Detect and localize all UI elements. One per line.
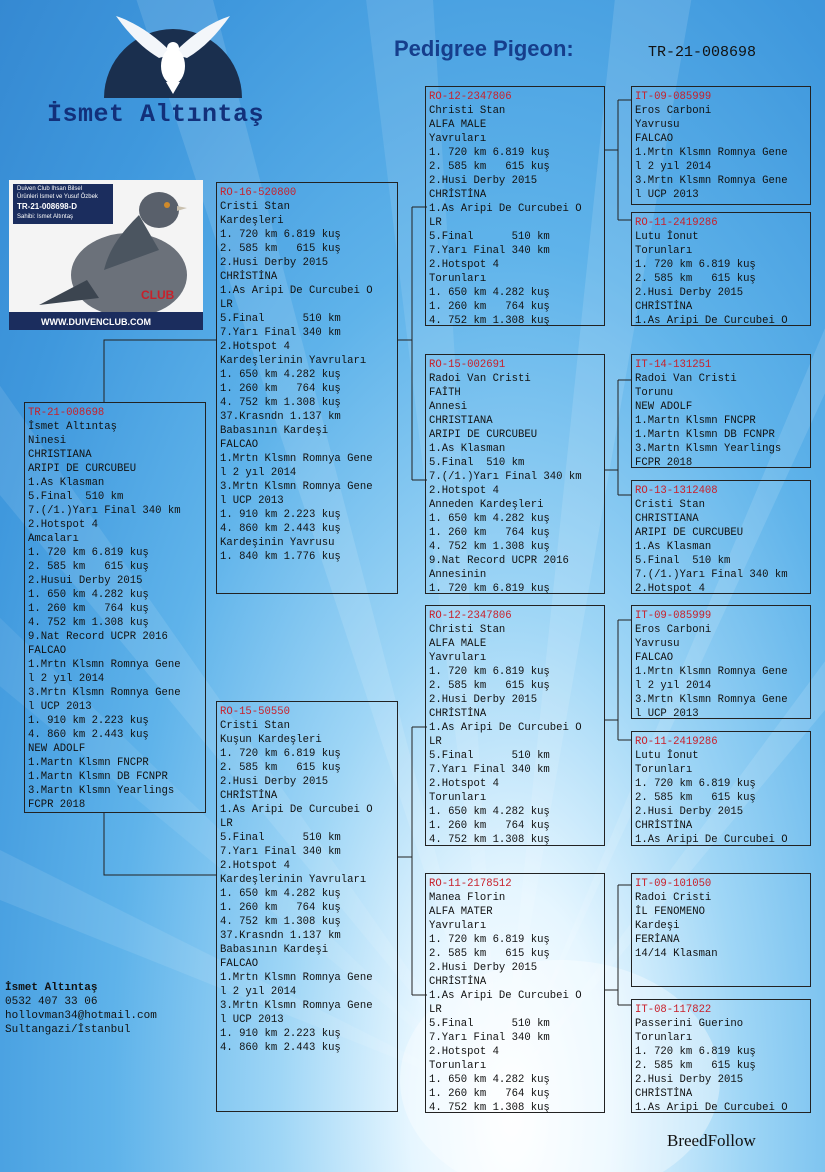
pedigree-line: 4. 752 km 1.308 kuş — [429, 541, 550, 553]
pedigree-line: 2. 585 km 615 kuş — [220, 762, 341, 774]
pedigree-line: 2. 585 km 615 kuş — [635, 1060, 756, 1072]
pedigree-line: ARIPI DE CURCUBEU — [429, 429, 538, 441]
pedigree-line: l 2 yıl 2014 — [220, 986, 297, 998]
pedigree-line: 5.Final 510 km — [429, 231, 550, 243]
pedigree-line: 2. 585 km 615 kuş — [429, 161, 550, 173]
pedigree-line: Babasının Kardeşi — [220, 944, 329, 956]
pedigree-line: 1. 720 km 6.819 kuş — [635, 259, 756, 271]
pedigree-line: 1.As Aripi De Curcubei O — [429, 722, 582, 734]
pedigree-line: 1.As Klasman — [635, 541, 712, 553]
pedigree-box-subject — [24, 402, 206, 813]
pigeon-photo — [9, 180, 203, 330]
pedigree-line: 2.Hotspot 4 — [429, 1046, 499, 1058]
ring-number: TR-21-008698 — [28, 407, 105, 419]
pedigree-line: 1. 720 km 6.819 kuş — [635, 1046, 756, 1058]
pedigree-line: 1. 720 km 6.819 kuş — [429, 583, 550, 594]
ring-number: RO-12-2347806 — [429, 91, 512, 103]
pedigree-line: Annesinin — [429, 569, 487, 581]
pedigree-box-ssd — [631, 212, 811, 326]
pedigree-line: 2.Husi Derby 2015 — [635, 806, 744, 818]
pedigree-line: 1.As Aripi De Curcubei O — [429, 990, 582, 1002]
pedigree-line: 5.Final 510 km — [429, 750, 550, 762]
pedigree-line: Ninesi — [28, 435, 67, 447]
pedigree-line: Passerini Guerino — [635, 1018, 744, 1030]
ring-number: IT-14-131251 — [635, 359, 712, 371]
pedigree-line: NEW ADOLF — [635, 401, 693, 413]
ring-number: IT-08-117822 — [635, 1004, 712, 1016]
pedigree-line: Yavrusu — [635, 119, 680, 131]
pedigree-line: FERİANA — [635, 934, 680, 946]
pedigree-line: 2.Hotspot 4 — [220, 860, 290, 872]
photo-club: CLUB — [141, 288, 175, 302]
ring-number: RO-11-2419286 — [635, 736, 718, 748]
photo-owner: Sahibi: Ismet Altıntaş — [17, 214, 74, 220]
pedigree-line: Eros Carboni — [635, 624, 712, 636]
ring-number: RO-13-1312408 — [635, 485, 718, 497]
pedigree-line: l 2 yıl 2014 — [635, 161, 712, 173]
pedigree-line: 1. 720 km 6.819 kuş — [429, 147, 550, 159]
pedigree-line: 1. 720 km 6.819 kuş — [220, 748, 341, 760]
pedigree-line: 1.Martn Klsmn FNCPR — [28, 757, 149, 769]
pedigree-line: 1. 720 km 6.819 kuş — [635, 778, 756, 790]
pedigree-line: 4. 752 km 1.308 kuş — [220, 397, 341, 409]
pedigree-line: Yavruları — [429, 920, 487, 932]
pedigree-line: Annesi — [429, 401, 468, 413]
pedigree-line: 2.Hotspot 4 — [220, 341, 290, 353]
ring-number: IT-09-085999 — [635, 91, 712, 103]
pedigree-line: 1. 910 km 2.223 kuş — [220, 509, 341, 521]
pedigree-line: 1.As Aripi De Curcubei O — [635, 834, 788, 846]
pedigree-line: Kardeşlerinin Yavruları — [220, 874, 367, 886]
pedigree-line: CHRISTIANA — [28, 449, 92, 461]
pedigree-line: 5.Final 510 km — [429, 1018, 550, 1030]
pedigree-line: 5.Final 510 km — [635, 555, 731, 567]
pedigree-line: 37.Krasndn 1.137 km — [220, 930, 341, 942]
pedigree-line: 1.As Aripi De Curcubei O — [429, 203, 582, 215]
ring-number: IT-09-085999 — [635, 610, 712, 622]
ring-number: RO-11-2178512 — [429, 878, 512, 890]
pedigree-line: 7.Yarı Final 340 km — [429, 764, 550, 776]
pedigree-line: ALFA MALE — [429, 638, 487, 650]
pedigree-box-dam-sire — [425, 605, 605, 846]
pedigree-line: 1.Mrtn Klsmn Romnya Gene — [635, 666, 788, 678]
pedigree-line: FAİTH — [429, 387, 461, 399]
pedigree-line: 5.Final 510 km — [220, 832, 341, 844]
pedigree-line: 2.Husi Derby 2015 — [429, 962, 538, 974]
pedigree-line: l UCP 2013 — [220, 495, 284, 507]
pedigree-line: Cristi Stan — [635, 499, 705, 511]
pedigree-line: 7.Yarı Final 340 km — [429, 245, 550, 257]
pedigree-line: l UCP 2013 — [220, 1014, 284, 1026]
pedigree-line: 4. 752 km 1.308 kuş — [429, 315, 550, 326]
pedigree-line: 1. 260 km 764 kuş — [429, 820, 550, 832]
pedigree-box-dam-dam — [425, 873, 605, 1113]
owner-title: İsmet Altıntaş — [47, 100, 265, 129]
pedigree-line: FALCAO — [220, 958, 259, 970]
pedigree-line: Kardeşlerinin Yavruları — [220, 355, 367, 367]
brand-footer: BreedFollow — [667, 1131, 756, 1150]
pedigree-line: Anneden Kardeşleri — [429, 499, 544, 511]
pedigree-line: 1. 260 km 764 kuş — [429, 301, 550, 313]
contact-address: Sultangazi/İstanbul — [5, 1024, 131, 1036]
pedigree-line: İsmet Altıntaş — [28, 421, 118, 433]
pedigree-line: Christi Stan — [429, 624, 506, 636]
pedigree-line: l UCP 2013 — [635, 189, 699, 201]
pedigree-line: l 2 yıl 2014 — [220, 467, 297, 479]
pedigree-line: Eros Carboni — [635, 105, 712, 117]
pedigree-line: 1. 720 km 6.819 kuş — [429, 934, 550, 946]
pedigree-line: Amcaları — [28, 533, 79, 545]
pedigree-line: ARIPI DE CURCUBEU — [28, 463, 137, 475]
pedigree-line: 2.Hotspot 4 — [429, 485, 499, 497]
pedigree-line: l 2 yıl 2014 — [28, 673, 105, 685]
ring-number-title: TR-21-008698 — [648, 44, 757, 61]
pedigree-line: 1. 260 km 764 kuş — [220, 902, 341, 914]
pedigree-line: l UCP 2013 — [635, 708, 699, 719]
pedigree-line: NEW ADOLF — [28, 743, 86, 755]
pedigree-line: 1. 720 km 6.819 kuş — [429, 666, 550, 678]
pedigree-line: CHRİSTİNA — [429, 708, 487, 720]
pedigree-line: 1.Mrtn Klsmn Romnya Gene — [635, 147, 788, 159]
ring-number: RO-15-50550 — [220, 706, 290, 718]
pedigree-line: LR — [220, 818, 233, 830]
dove-logo — [104, 14, 242, 98]
pedigree-line: Kuşun Kardeşleri — [220, 734, 322, 746]
pedigree-line: 37.Krasndn 1.137 km — [220, 411, 341, 423]
pedigree-line: 3.Martn Klsmn Yearlings — [635, 443, 782, 455]
pedigree-line: 2.Hotspot 4 — [635, 583, 705, 594]
pedigree-line: 14/14 Klasman — [635, 948, 718, 960]
pedigree-line: Torunları — [635, 1032, 693, 1044]
pedigree-line: İL FENOMENO — [635, 906, 705, 918]
pedigree-line: 3.Mrtn Klsmn Romnya Gene — [28, 687, 181, 699]
pedigree-line: 2.Husui Derby 2015 — [28, 575, 143, 587]
pedigree-line: Yavruları — [429, 133, 487, 145]
pedigree-line: Torunları — [635, 245, 693, 257]
pedigree-line: 7.Yarı Final 340 km — [220, 327, 341, 339]
pedigree-line: 2. 585 km 615 kuş — [28, 561, 149, 573]
ring-number: RO-16-520800 — [220, 187, 297, 199]
pedigree-line: LR — [429, 1004, 442, 1016]
pedigree-line: Kardeşinin Yavrusu — [220, 537, 335, 549]
pedigree-line: FALCAO — [635, 652, 674, 664]
pedigree-line: 2. 585 km 615 kuş — [220, 243, 341, 255]
contact-name: İsmet Altıntaş — [5, 982, 98, 994]
pedigree-line: FCPR 2018 — [635, 457, 693, 468]
pedigree-line: 4. 752 km 1.308 kuş — [28, 617, 149, 629]
pedigree-line: l 2 yıl 2014 — [635, 680, 712, 692]
pedigree-line: 2.Husi Derby 2015 — [220, 776, 329, 788]
pedigree-line: FCPR 2018 — [28, 799, 86, 811]
pedigree-line: Yavruları — [429, 652, 487, 664]
pedigree-line: 4. 860 km 2.443 kuş — [220, 523, 341, 535]
pedigree-line: 2. 585 km 615 kuş — [635, 273, 756, 285]
pedigree-line: CHRİSTİNA — [635, 1088, 693, 1100]
pedigree-line: 1. 650 km 4.282 kuş — [220, 888, 341, 900]
pedigree-line: Radoi Van Cristi — [429, 373, 531, 385]
pedigree-line: 4. 752 km 1.308 kuş — [429, 1102, 550, 1113]
pedigree-line: Radoi Van Cristi — [635, 373, 737, 385]
pedigree-line: CHRİSTİNA — [429, 976, 487, 988]
pedigree-line: 7.Yarı Final 340 km — [220, 846, 341, 858]
pedigree-line: 1.Mrtn Klsmn Romnya Gene — [28, 659, 181, 671]
contact-email: hollovman34@hotmail.com — [5, 1010, 157, 1022]
pedigree-line: 7.(/1.)Yarı Final 340 km — [429, 471, 582, 483]
pedigree-line: Lutu İonut — [635, 231, 699, 243]
pedigree-line: 2.Hotspot 4 — [429, 778, 499, 790]
pedigree-box-ddd — [631, 999, 811, 1113]
pedigree-line: 4. 860 km 2.443 kuş — [28, 729, 149, 741]
pedigree-line: CHRISTIANA — [429, 415, 493, 427]
pedigree-title: Pedigree Pigeon: — [394, 36, 574, 61]
pedigree-line: 1. 650 km 4.282 kuş — [429, 1074, 550, 1086]
pedigree-line: 4. 752 km 1.308 kuş — [220, 916, 341, 928]
pedigree-line: Radoi Cristi — [635, 892, 712, 904]
pedigree-line: 4. 860 km 2.443 kuş — [220, 1042, 341, 1054]
pedigree-line: 7.(/1.)Yarı Final 340 km — [28, 505, 181, 517]
pedigree-line: Torunları — [635, 764, 693, 776]
pedigree-line: Lutu İonut — [635, 750, 699, 762]
pedigree-box-sdd — [631, 480, 811, 594]
pedigree-line: Torunları — [429, 273, 487, 285]
pedigree-line: LR — [220, 299, 233, 311]
pedigree-line: 1. 910 km 2.223 kuş — [28, 715, 149, 727]
pedigree-line: ALFA MATER — [429, 906, 493, 918]
pedigree-line: 2.Husi Derby 2015 — [220, 257, 329, 269]
pedigree-line: 1.As Aripi De Curcubei O — [635, 315, 788, 326]
pedigree-line: Manea Florin — [429, 892, 506, 904]
pedigree-line: LR — [429, 217, 442, 229]
pedigree-line: 7.(/1.)Yarı Final 340 km — [635, 569, 788, 581]
ring-number: RO-12-2347806 — [429, 610, 512, 622]
pedigree-line: CHRISTIANA — [635, 513, 699, 525]
pedigree-line: 9.Nat Record UCPR 2016 — [28, 631, 168, 643]
pedigree-line: 1.Mrtn Klsmn Romnya Gene — [220, 972, 373, 984]
pedigree-line: 3.Mrtn Klsmn Romnya Gene — [220, 481, 373, 493]
pedigree-line: 3.Mrtn Klsmn Romnya Gene — [635, 175, 788, 187]
pedigree-line: FALCAO — [28, 645, 67, 657]
pedigree-line: LR — [429, 736, 442, 748]
pedigree-line: FALCAO — [635, 133, 674, 145]
pedigree-line: 1. 650 km 4.282 kuş — [429, 806, 550, 818]
pedigree-line: 1. 260 km 764 kuş — [429, 1088, 550, 1100]
pedigree-line: Torunları — [429, 1060, 487, 1072]
pedigree-line: 9.Nat Record UCPR 2016 — [429, 555, 569, 567]
ring-number: RO-11-2419286 — [635, 217, 718, 229]
pedigree-box-dss — [631, 605, 811, 719]
pedigree-line: 1. 650 km 4.282 kuş — [220, 369, 341, 381]
pedigree-line: 7.Yarı Final 340 km — [429, 1032, 550, 1044]
pedigree-line: 1.As Klasman — [28, 477, 105, 489]
pedigree-line: 3.Mrtn Klsmn Romnya Gene — [635, 694, 788, 706]
photo-url: WWW.DUIVENCLUB.COM — [41, 317, 151, 327]
pedigree-line: 2.Hotspot 4 — [28, 519, 98, 531]
pedigree-line: Babasının Kardeşi — [220, 425, 329, 437]
pedigree-line: 5.Final 510 km — [220, 313, 341, 325]
pedigree-line: 1. 720 km 6.819 kuş — [28, 547, 149, 559]
pedigree-line: CHRİSTİNA — [635, 301, 693, 313]
pedigree-line: 1.Martn Klsmn DB FCNPR — [28, 771, 168, 783]
pedigree-line: Yavrusu — [635, 638, 680, 650]
pedigree-line: 1. 260 km 764 kuş — [429, 527, 550, 539]
photo-line2: Ürünleri Ismet ve Yusuf Özbek — [17, 194, 98, 200]
pedigree-line: Kardeşleri — [220, 215, 284, 227]
pedigree-line: Christi Stan — [429, 105, 506, 117]
pedigree-line: 1.Martn Klsmn FNCPR — [635, 415, 756, 427]
pedigree-line: 5.Final 510 km — [429, 457, 525, 469]
pedigree-line: 2.Hotspot 4 — [429, 259, 499, 271]
pedigree-line: ALFA MALE — [429, 119, 487, 131]
pedigree-line: 1. 650 km 4.282 kuş — [28, 589, 149, 601]
pedigree-line: 1.Mrtn Klsmn Romnya Gene — [220, 453, 373, 465]
pedigree-line: Torunları — [429, 792, 487, 804]
pedigree-line: 3.Mrtn Klsmn Romnya Gene — [220, 1000, 373, 1012]
pedigree-line: Cristi Stan — [220, 201, 290, 213]
photo-line1: Duiven Club Ihsan Bilsel — [17, 186, 83, 192]
pedigree-line: 1. 720 km 6.819 kuş — [220, 229, 341, 241]
pedigree-box-sire-sire — [425, 86, 605, 326]
pedigree-line: 1. 260 km 764 kuş — [220, 383, 341, 395]
pedigree-line: CHRİSTİNA — [220, 271, 278, 283]
contact-block — [5, 981, 157, 1037]
pedigree-line: FALCAO — [220, 439, 259, 451]
contact-phone: 0532 407 33 06 — [5, 996, 98, 1008]
pedigree-line: 1. 650 km 4.282 kuş — [429, 513, 550, 525]
pedigree-box-dam — [216, 701, 398, 1112]
ring-number: RO-15-002691 — [429, 359, 506, 371]
pedigree-line: 1.As Aripi De Curcubei O — [635, 1102, 788, 1113]
pedigree-line: 5.Final 510 km — [28, 491, 124, 503]
pedigree-line: 2.Husi Derby 2015 — [635, 1074, 744, 1086]
pedigree-line: 1. 260 km 764 kuş — [28, 603, 149, 615]
pedigree-line: Kardeşi — [635, 920, 680, 932]
pedigree-box-sire-dam — [425, 354, 605, 594]
pedigree-line: 2. 585 km 615 kuş — [429, 680, 550, 692]
pedigree-line: 3.Martn Klsmn Yearlings — [28, 785, 175, 797]
pedigree-box-sds — [631, 354, 811, 468]
pedigree-line: 2.Husi Derby 2015 — [429, 175, 538, 187]
pedigree-line: l UCP 2013 — [28, 701, 92, 713]
pedigree-box-sire — [216, 182, 398, 594]
pedigree-line: CHRİSTİNA — [429, 189, 487, 201]
pedigree-line: Torunu — [635, 387, 674, 399]
pedigree-line: 1.As Aripi De Curcubei O — [220, 285, 373, 297]
pedigree-line: 1.As Klasman — [429, 443, 506, 455]
pedigree-line: 2.Husi Derby 2015 — [429, 694, 538, 706]
pedigree-line: 4. 752 km 1.308 kuş — [429, 834, 550, 846]
pedigree-box-sss — [631, 86, 811, 205]
photo-ring: TR-21-008698-D — [17, 202, 78, 211]
pedigree-box-dsd — [631, 731, 811, 846]
pedigree-line: 1. 650 km 4.282 kuş — [429, 287, 550, 299]
pedigree-line: 1.As Aripi De Curcubei O — [220, 804, 373, 816]
pedigree-line: 1.Martn Klsmn DB FCNPR — [635, 429, 775, 441]
pedigree-line: 1. 910 km 2.223 kuş — [220, 1028, 341, 1040]
pedigree-line: Cristi Stan — [220, 720, 290, 732]
pedigree-box-dds — [631, 873, 811, 987]
pedigree-line: 2.Husi Derby 2015 — [635, 287, 744, 299]
pedigree-line: CHRİSTİNA — [635, 820, 693, 832]
pedigree-line: CHRİSTİNA — [220, 790, 278, 802]
pedigree-line: 2. 585 km 615 kuş — [635, 792, 756, 804]
pedigree-line: 1. 840 km 1.776 kuş — [220, 551, 341, 563]
pedigree-line: ARIPI DE CURCUBEU — [635, 527, 744, 539]
pedigree-line: 2. 585 km 615 kuş — [429, 948, 550, 960]
ring-number: IT-09-101050 — [635, 878, 712, 890]
